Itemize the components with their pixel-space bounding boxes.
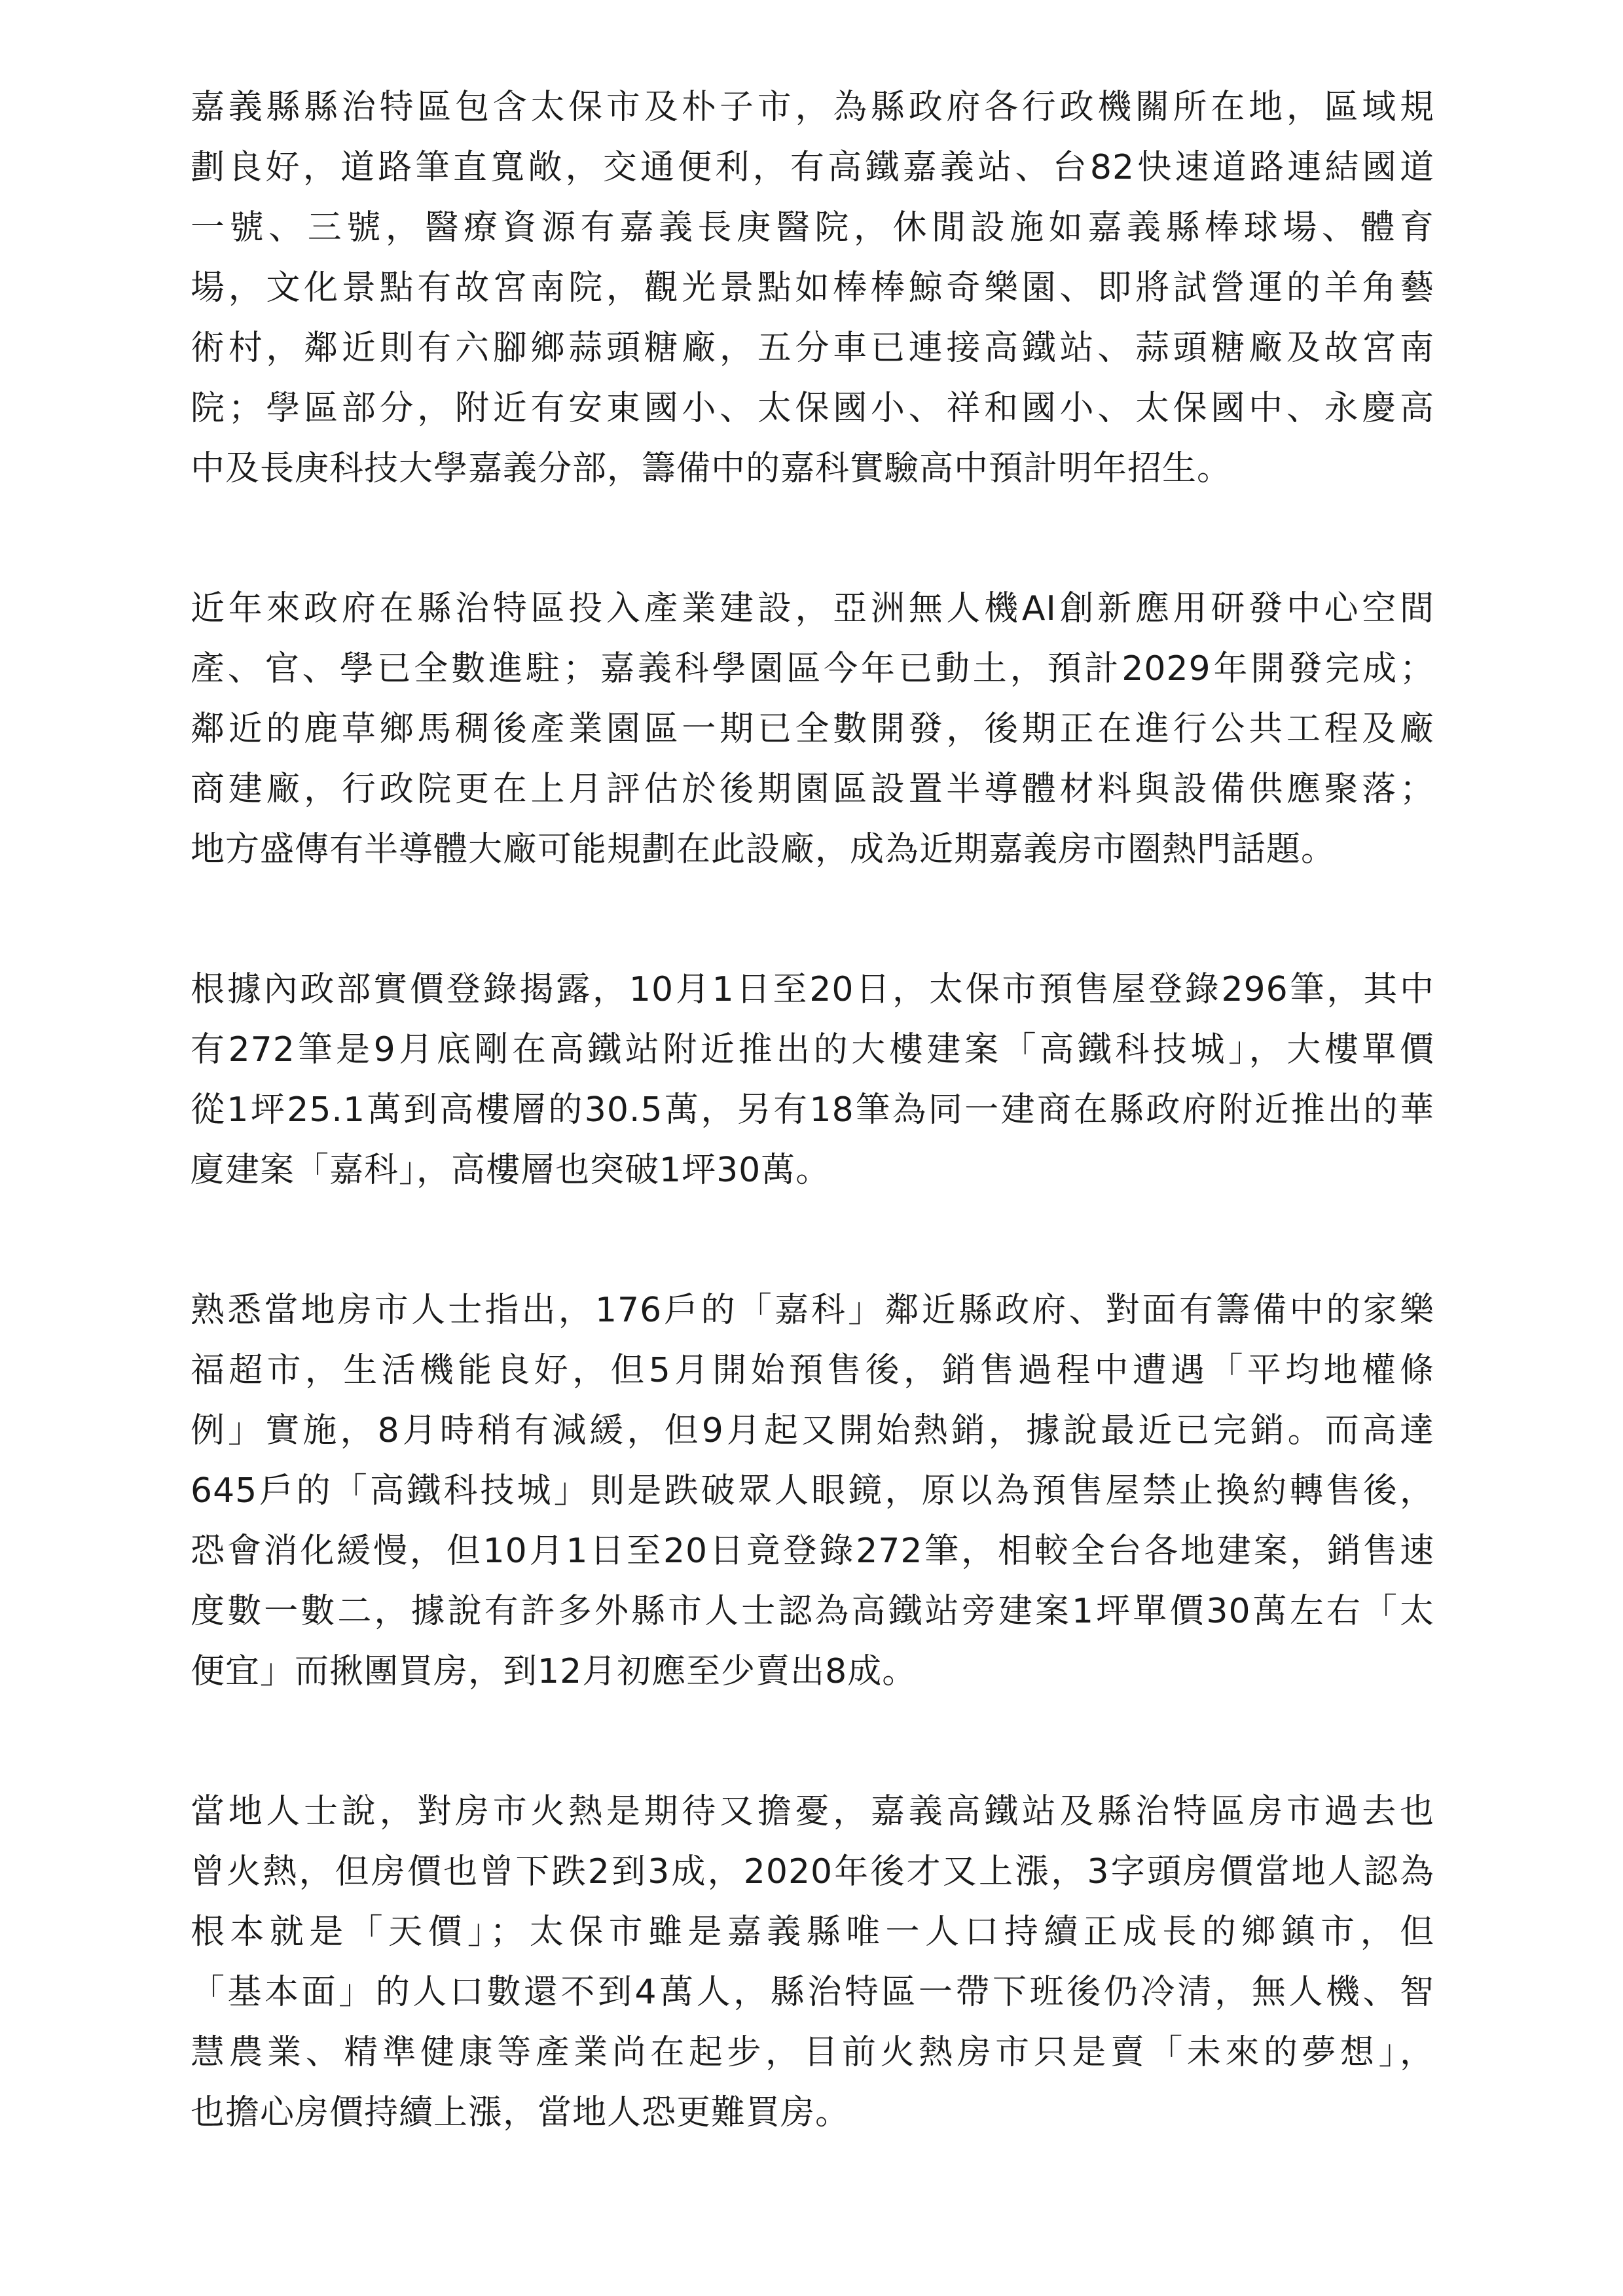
text-line: 有272筆是9月底剛在高鐵站附近推出的大樓建案「高鐵科技城」，大樓單價 — [191, 1030, 1434, 1069]
paragraph-2 — [191, 579, 1434, 880]
text-line: 地方盛傳有半導體大廠可能規劃在此設廠，成為近期嘉義房市圈熱門話題。 — [191, 830, 1336, 869]
text-line: 從1坪25.1萬到高樓層的30.5萬，另有18筆為同一建商在縣政府附近推出的華 — [191, 1090, 1434, 1130]
text-line: 近年來政府在縣治特區投入產業建設，亞洲無人機AI創新應用研發中心空間 — [191, 589, 1434, 628]
paragraph-5 — [191, 1782, 1434, 2143]
text-line: 根本就是「天價」；太保市雖是嘉義縣唯一人口持續正成長的鄉鎮市，但 — [191, 1912, 1434, 1952]
text-line: 商建廠，行政院更在上月評估於後期園區設置半導體材料與設備供應聚落； — [191, 770, 1434, 809]
paragraph-3 — [191, 960, 1434, 1200]
text-line: 熟悉當地房市人士指出，176戶的「嘉科」鄰近縣政府、對面有籌備中的家樂 — [191, 1291, 1434, 1330]
text-line: 「基本面」的人口數還不到4萬人，縣治特區一帶下班後仍冷清，無人機、智 — [191, 1973, 1434, 2012]
text-line: 例」實施，8月時稍有減緩，但9月起又開始熱銷，據說最近已完銷。而高達 — [191, 1411, 1434, 1450]
text-line: 福超市，生活機能良好，但5月開始預售後，銷售過程中遭遇「平均地權條 — [191, 1351, 1434, 1390]
text-line: 慧農業、精準健康等產業尚在起步，目前火熱房市只是賣「未來的夢想」， — [191, 2033, 1434, 2072]
text-line: 當地人士說，對房市火熱是期待又擔憂，嘉義高鐵站及縣治特區房市過去也 — [191, 1792, 1434, 1831]
article-body — [191, 77, 1434, 2223]
text-line: 廈建案「嘉科」，高樓層也突破1坪30萬。 — [191, 1151, 831, 1190]
text-line: 場，文化景點有故宮南院，觀光景點如棒棒鯨奇樂園、即將試營運的羊角藝 — [191, 268, 1434, 308]
text-line: 劃良好，道路筆直寬敞，交通便利，有高鐵嘉義站、台82快速道路連結國道 — [191, 148, 1434, 187]
text-line: 中及長庚科技大學嘉義分部，籌備中的嘉科實驗高中預計明年招生。 — [191, 449, 1232, 488]
text-line: 院；學區部分，附近有安東國小、太保國小、祥和國小、太保國中、永慶高 — [191, 389, 1434, 428]
text-line: 產、官、學已全數進駐；嘉義科學園區今年已動土，預計2029年開發完成； — [191, 649, 1434, 689]
text-line: 曾火熱，但房價也曾下跌2到3成，2020年後才又上漲，3字頭房價當地人認為 — [191, 1852, 1434, 1892]
text-line: 便宜」而揪團買房，到12月初應至少賣出8成。 — [191, 1652, 917, 1691]
paragraph-4 — [191, 1280, 1434, 1702]
text-line: 也擔心房價持續上漲，當地人恐更難買房。 — [191, 2093, 850, 2132]
text-line: 根據內政部實價登錄揭露，10月1日至20日，太保市預售屋登錄296筆，其中 — [191, 970, 1434, 1009]
paragraph-1 — [191, 77, 1434, 499]
text-line: 恐會消化緩慢，但10月1日至20日竟登錄272筆，相較全台各地建案，銷售速 — [191, 1532, 1434, 1571]
text-line: 嘉義縣縣治特區包含太保市及朴子市，為縣政府各行政機關所在地，區域規 — [191, 88, 1434, 127]
text-line: 術村，鄰近則有六腳鄉蒜頭糖廠，五分車已連接高鐵站、蒜頭糖廠及故宮南 — [191, 329, 1434, 368]
text-line: 一號、三號，醫療資源有嘉義長庚醫院，休閒設施如嘉義縣棒球場、體育 — [191, 208, 1434, 247]
text-line: 鄰近的鹿草鄉馬稠後產業園區一期已全數開發，後期正在進行公共工程及廠 — [191, 709, 1434, 749]
text-line: 645戶的「高鐵科技城」則是跌破眾人眼鏡，原以為預售屋禁止換約轉售後， — [191, 1471, 1434, 1511]
text-line: 度數一數二，據說有許多外縣市人士認為高鐵站旁建案1坪單價30萬左右「太 — [191, 1592, 1434, 1631]
